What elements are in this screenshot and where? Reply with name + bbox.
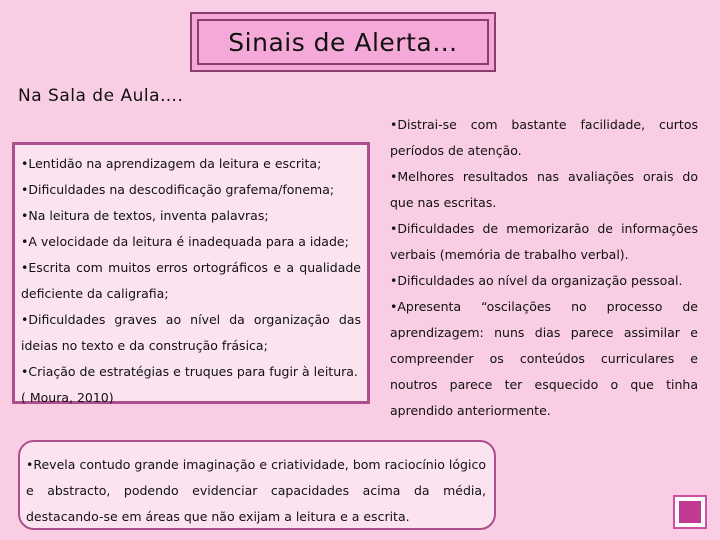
list-item: •Dificuldades graves ao nível da organização das ideias no texto e da construção frásica; <box>21 312 361 353</box>
list-item: •Lentidão na aprendizagem da leitura e escrita; <box>21 156 322 171</box>
section-heading: Na Sala de Aula…. <box>18 86 184 106</box>
list-item: •Escrita com muitos erros ortográficos e a qualidade deficiente da caligrafia; <box>21 260 361 301</box>
slide-nav-button[interactable] <box>673 495 707 529</box>
citation: ( Moura, 2010) <box>21 390 114 405</box>
list-item: •Dificuldades na descodificação grafema/fonema; <box>21 182 335 197</box>
list-item: •Melhores resultados nas avaliações orais do que nas escritas. <box>390 169 698 210</box>
list-item: •Distrai-se com bastante facilidade, curtos períodos de atenção. <box>390 117 698 158</box>
list-item: •Na leitura de textos, inventa palavras; <box>21 208 269 223</box>
title-box <box>190 12 496 72</box>
right-list <box>390 112 698 424</box>
list-item: •Criação de estratégias e truques para fugir à leitura. <box>21 364 358 379</box>
nav-square-icon <box>679 501 701 523</box>
list-item: •Dificuldades ao nível da organização pessoal. <box>390 273 683 288</box>
bottom-note: •Revela contudo grande imaginação e criatividade, bom raciocínio lógico e abstracto, podendo evidenciar capacidades acima da média, destacando-se em áreas que não exijam a leitura e a escrita. <box>26 457 486 524</box>
slide-title: Sinais de Alerta… <box>228 28 458 57</box>
list-item: •Dificuldades de memorizarão de informações verbais (memória de trabalho verbal). <box>390 221 698 262</box>
bottom-note-box <box>18 440 496 530</box>
list-item: •A velocidade da leitura é inadequada para a idade; <box>21 234 349 249</box>
list-item: •Apresenta “oscilações no processo de aprendizagem: nuns dias parece assimilar e compreender os conteúdos curriculares e noutros parece ter esquecido o que tinha aprendido anteriormente. <box>390 299 698 418</box>
left-list-box <box>12 142 370 404</box>
